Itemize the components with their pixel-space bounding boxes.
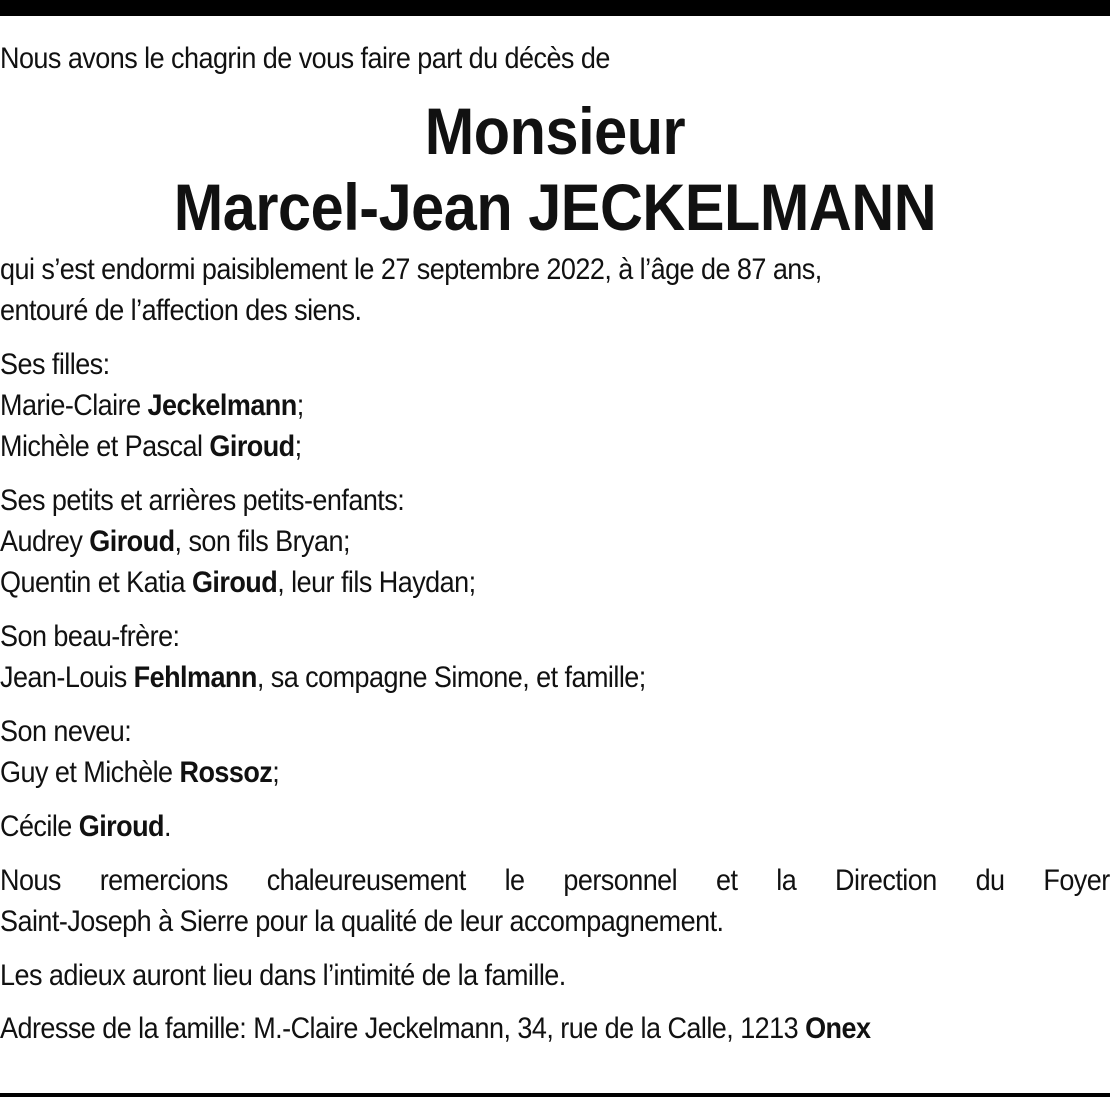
cecile-row xyxy=(0,806,999,847)
address-city: Onex xyxy=(805,1012,871,1045)
suffix: , leur fils Haydan; xyxy=(277,566,476,599)
first-names: Audrey xyxy=(0,525,90,558)
surname: Giroud xyxy=(89,525,175,558)
surname: Rossoz xyxy=(179,756,273,789)
farewell-text: Les adieux auront lieu dans l’intimité de la famille. xyxy=(0,959,566,992)
suffix: ; xyxy=(272,756,280,789)
first-names: Quentin et Katia xyxy=(0,566,192,599)
surname: Giroud xyxy=(78,810,165,843)
thanks-line-1: Nous remercions chaleureusement le personnel et la Direction du Foyer xyxy=(0,864,1110,897)
nephew-row xyxy=(0,752,999,793)
suffix: ; xyxy=(294,430,302,463)
deceased-title xyxy=(0,93,1110,245)
first-names: Michèle et Pascal xyxy=(0,430,210,463)
title-honorific: Monsieur xyxy=(424,94,686,168)
grandchild-row-2 xyxy=(0,562,999,603)
family-address xyxy=(0,1008,999,1049)
first-names: Marie-Claire xyxy=(0,389,148,422)
suffix: , sa compagne Simone, et famille; xyxy=(256,661,646,694)
deceased-name: Marcel-Jean JECKELMANN xyxy=(173,170,937,244)
daughter-row-1 xyxy=(0,385,999,426)
brother-in-law-heading: Son beau-frère: xyxy=(0,620,180,653)
top-rule xyxy=(0,0,1110,16)
suffix: . xyxy=(164,810,171,843)
surname: Fehlmann xyxy=(133,661,257,694)
surname: Giroud xyxy=(209,430,295,463)
address-text: Adresse de la famille: M.-Claire Jeckelmann, 34, rue de la Calle, 1213 xyxy=(0,1012,806,1045)
nephew-heading: Son neveu: xyxy=(0,715,132,748)
daughter-row-2 xyxy=(0,426,999,467)
obituary-notice xyxy=(0,38,1110,1049)
death-line-2: entouré de l’affection des siens. xyxy=(0,294,362,327)
first-names: Jean-Louis xyxy=(0,661,134,694)
intro-text: Nous avons le chagrin de vous faire part du décès de xyxy=(0,42,610,75)
grandchild-row-1 xyxy=(0,521,999,562)
brother-in-law-row xyxy=(0,657,999,698)
suffix: ; xyxy=(296,389,304,422)
grandchildren-heading: Ses petits et arrières petits-enfants: xyxy=(0,484,405,517)
daughters-heading: Ses filles: xyxy=(0,348,110,381)
thanks-line-2: Saint-Joseph à Sierre pour la qualité de leur accompagnement. xyxy=(0,905,724,938)
first-names: Guy et Michèle xyxy=(0,756,180,789)
death-line-1: qui s’est endormi paisiblement le 27 septembre 2022, à l’âge de 87 ans, xyxy=(0,253,822,286)
surname: Jeckelmann xyxy=(147,389,297,422)
first-names: Cécile xyxy=(0,810,79,843)
suffix: , son fils Bryan; xyxy=(174,525,350,558)
surname: Giroud xyxy=(191,566,278,599)
bottom-rule xyxy=(0,1093,1110,1097)
